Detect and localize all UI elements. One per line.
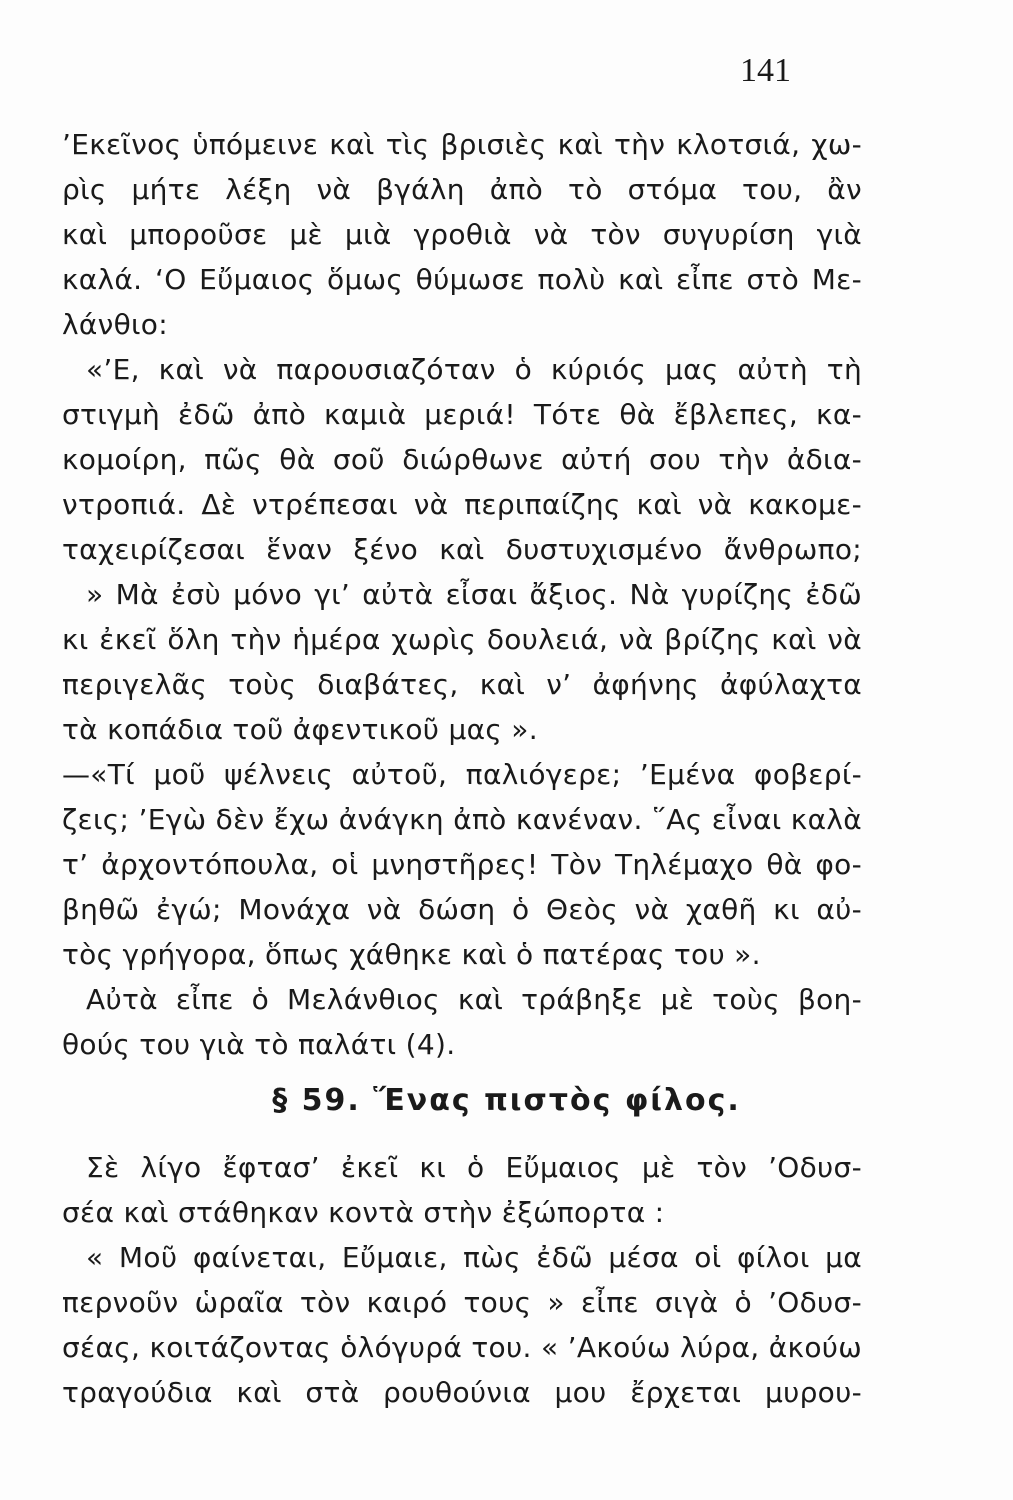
text-line: περνοῦν ὡραῖα τὸν καιρό τους » εἶπε σιγὰ ὁ ’Οδυσ- bbox=[62, 1286, 862, 1319]
text-line: περιγελᾶς τοὺς διαβάτες, καὶ ν’ ἀφήνης ἀφύλαχτα bbox=[62, 668, 862, 701]
page-number: 141 bbox=[740, 52, 791, 89]
text-line: τ’ ἀρχοντόπουλα, οἱ μνηστῆρες! Τὸν Τηλέμαχο θὰ φο- bbox=[62, 848, 862, 881]
text-line: Αὐτὰ εἶπε ὁ Μελάνθιος καὶ τράβηξε μὲ τοὺς βοη- bbox=[86, 983, 862, 1016]
text-line: ταχειρίζεσαι ἕναν ξένο καὶ δυστυχισμένο ἄνθρωπο; bbox=[62, 533, 862, 566]
text-line: τραγούδια καὶ στὰ ρουθούνια μου ἔρχεται μυρου- bbox=[62, 1376, 862, 1409]
text-line: ζεις; ’Εγὼ δὲν ἔχω ἀνάγκη ἀπὸ κανέναν. ῞Ας εἶναι καλὰ bbox=[62, 803, 862, 836]
text-line: ντροπιά. Δὲ ντρέπεσαι νὰ περιπαίζης καὶ νὰ κακομε- bbox=[62, 488, 862, 521]
text-line: ’Εκεῖνος ὑπόμεινε καὶ τὶς βρισιὲς καὶ τὴν κλοτσιά, χω- bbox=[62, 128, 862, 161]
section-heading: § 59. Ἕνας πιστὸς φίλος. bbox=[272, 1083, 741, 1118]
text-line: Σὲ λίγο ἔφτασ’ ἐκεῖ κι ὁ Εὔμαιος μὲ τὸν ’Οδυσ- bbox=[86, 1151, 862, 1184]
text-line: τὸς γρήγορα, ὅπως χάθηκε καὶ ὁ πατέρας του ». bbox=[62, 938, 761, 971]
text-line: «’Ε, καὶ νὰ παρουσιαζόταν ὁ κύριός μας αὐτὴ τὴ bbox=[86, 353, 862, 386]
text-line: κομοίρη, πῶς θὰ σοῦ διώρθωνε αὐτή σου τὴν ἀδια- bbox=[62, 443, 862, 476]
text-line: σέα καὶ στάθηκαν κοντὰ στὴν ἐξώπορτα : bbox=[62, 1196, 665, 1229]
text-line: ρὶς μήτε λέξη νὰ βγάλη ἀπὸ τὸ στόμα του, ἂν bbox=[62, 173, 862, 206]
text-line: καὶ μποροῦσε μὲ μιὰ γροθιὰ νὰ τὸν συγυρίση γιὰ bbox=[62, 218, 862, 251]
text-line: » Μὰ ἐσὺ μόνο γι’ αὐτὰ εἶσαι ἄξιος. Νὰ γυρίζης ἐδῶ bbox=[86, 578, 862, 611]
text-line: σέας, κοιτάζοντας ὁλόγυρά του. « ’Ακούω λύρα, ἀκούω bbox=[62, 1331, 862, 1364]
text-line: βηθῶ ἐγώ; Μονάχα νὰ δώση ὁ Θεὸς νὰ χαθῆ κι αὐ- bbox=[62, 893, 862, 926]
text-line: θούς του γιὰ τὸ παλάτι (4). bbox=[62, 1028, 456, 1061]
text-line: τὰ κοπάδια τοῦ ἀφεντικοῦ μας ». bbox=[62, 713, 538, 746]
text-line: —«Τί μοῦ ψέλνεις αὐτοῦ, παλιόγερε; ’Εμένα φοβερί- bbox=[62, 758, 862, 791]
text-line: « Μοῦ φαίνεται, Εὔμαιε, πὼς ἐδῶ μέσα οἱ φίλοι μα bbox=[86, 1241, 862, 1274]
text-line: κι ἐκεῖ ὅλη τὴν ἡμέρα χωρὶς δουλειά, νὰ βρίζης καὶ νὰ bbox=[62, 623, 862, 656]
text-line: καλά. ‘Ο Εὔμαιος ὅμως θύμωσε πολὺ καὶ εἶπε στὸ Με- bbox=[62, 263, 862, 296]
text-line: λάνθιο: bbox=[62, 308, 168, 341]
text-line: στιγμὴ ἐδῶ ἀπὸ καμιὰ μεριά! Τότε θὰ ἔβλεπες, κα- bbox=[62, 398, 862, 431]
